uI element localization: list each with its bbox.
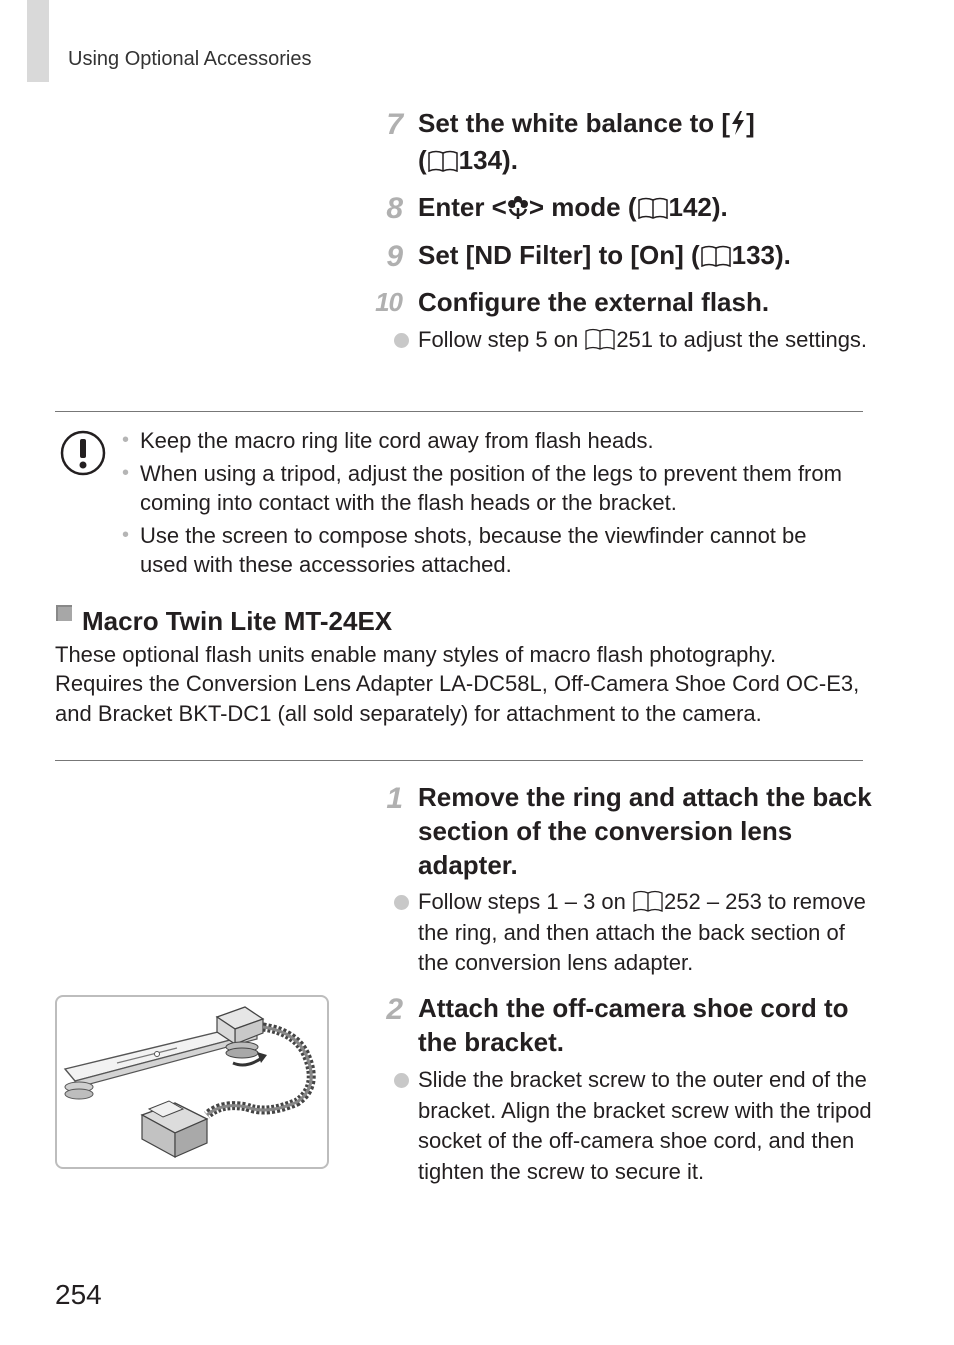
step-title: Attach the off-camera shoe cord to the bracket. — [418, 993, 849, 1057]
bullet-text: Follow steps 1 – 3 on 252 – 253 to remove the ring, and then attach the back section of the conversion lens adapter. — [418, 889, 866, 975]
section-marker — [56, 605, 72, 621]
bullet-text: Slide the bracket screw to the outer end of the bracket. Align the bracket screw with the tripod socket of the off-camera shoe cord, and then tighten the screw to secure it. — [418, 1067, 872, 1184]
step-number: 1 — [386, 782, 402, 815]
book-reference-icon — [638, 197, 668, 219]
step-1-bullet — [372, 887, 872, 979]
book-reference-icon — [701, 245, 731, 267]
step-10-bullet — [372, 325, 872, 356]
flash-icon — [730, 109, 746, 143]
bullet-text: Follow step 5 on 251 to adjust the settings. — [418, 327, 868, 352]
step-2-bullet — [372, 1065, 872, 1187]
step-number: 7 — [386, 108, 402, 141]
bracket-illustration — [55, 995, 329, 1169]
bullet-dot — [394, 895, 409, 910]
caution-icon — [60, 430, 106, 476]
step-9 — [372, 238, 872, 272]
bullet-dot — [394, 1073, 409, 1088]
step-title: Configure the external flash. — [418, 287, 770, 317]
caution-note: • When using a tripod, adjust the position of the legs to prevent them from coming into contact with the flash heads or the bracket. — [122, 460, 842, 515]
caution-note: • Keep the macro ring lite cord away from flash heads. — [122, 428, 654, 453]
macro-flower-icon — [507, 193, 529, 227]
step-number: 8 — [386, 192, 402, 225]
side-tab — [27, 0, 49, 82]
caution-note: • Use the screen to compose shots, because the viewfinder cannot be used with these accessories attached. — [122, 522, 807, 577]
divider — [55, 760, 863, 761]
section-title: Macro Twin Lite MT-24EX — [82, 606, 393, 636]
page-number: 254 — [55, 1279, 102, 1310]
step-number: 2 — [386, 993, 402, 1026]
step-title: Set the white balance to [ ] ( 134). — [418, 108, 755, 175]
step-10 — [372, 285, 872, 319]
running-head: Using Optional Accessories — [68, 48, 312, 70]
step-1 — [372, 780, 872, 882]
step-8 — [372, 190, 872, 227]
step-title: Remove the ring and attach the back section of the conversion lens adapter. — [418, 782, 872, 880]
caution-notes — [120, 426, 860, 583]
step-7 — [372, 106, 872, 177]
bullet-dot — [394, 333, 409, 348]
section-body: These optional flash units enable many styles of macro flash photography. Requires the Conversion Lens Adapter LA-DC58L, Off-Camera Shoe Cord OC-E3, and Bracket BKT-DC1 (all sold separately) for attachment to the camera. — [55, 642, 860, 726]
book-reference-icon — [633, 890, 663, 912]
book-reference-icon — [585, 328, 615, 350]
step-title: Enter < > mode ( 142). — [418, 190, 872, 227]
step-title: Set [ND Filter] to [On] ( 133). — [418, 240, 791, 270]
book-reference-icon — [428, 150, 458, 172]
step-2 — [372, 991, 872, 1059]
divider — [55, 411, 863, 412]
step-number: 9 — [386, 240, 402, 273]
step-number: 10 — [375, 287, 402, 317]
